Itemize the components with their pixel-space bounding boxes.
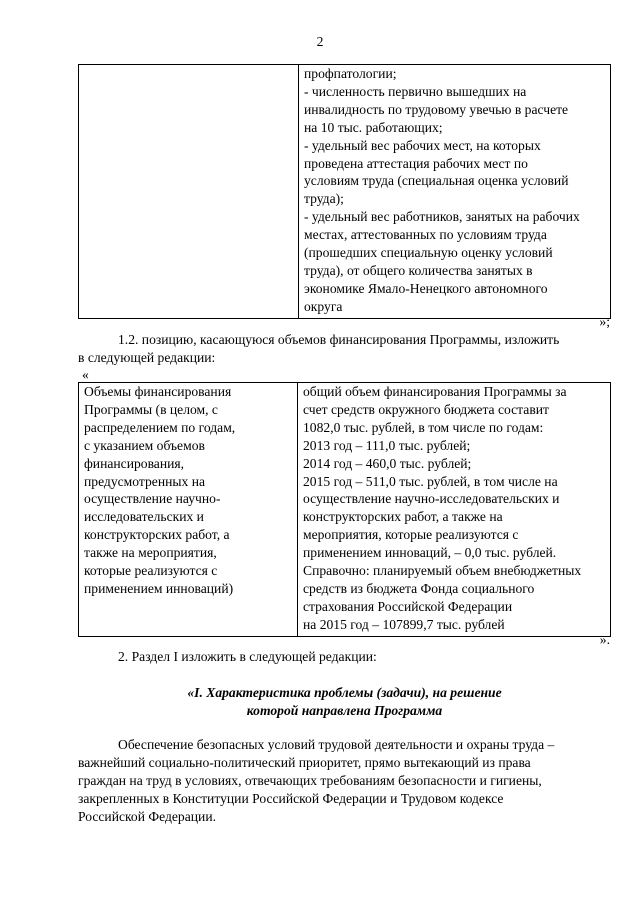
table-row bbox=[79, 383, 611, 637]
cell-line: труда); bbox=[304, 191, 344, 207]
cell-line: счет средств окружного бюджета составит bbox=[303, 401, 549, 417]
indicators-table bbox=[78, 64, 611, 319]
cell-line: предусмотренных на bbox=[84, 473, 206, 489]
heading-line: которой направлена Программа bbox=[246, 703, 443, 718]
table-row bbox=[79, 65, 611, 319]
cell-line: (прошедших специальную оценку условий bbox=[304, 245, 553, 261]
cell-line: также на мероприятия, bbox=[84, 545, 217, 561]
cell-line: - удельный вес рабочих мест, на которых bbox=[304, 137, 541, 153]
table-cell-left bbox=[79, 383, 298, 637]
cell-line: 2013 год – 111,0 тыс. рублей; bbox=[303, 437, 471, 453]
heading-line: «I. Характеристика проблемы (задачи), на решение bbox=[187, 685, 502, 700]
table-cell-left bbox=[79, 65, 299, 319]
table2-opening-quote: « bbox=[82, 367, 89, 382]
cell-line: страхования Российской Федерации bbox=[303, 598, 513, 614]
cell-line: которые реализуются с bbox=[84, 563, 218, 579]
cell-line: 2014 год – 460,0 тыс. рублей; bbox=[303, 455, 472, 471]
cell-line: проведена аттестация рабочих мест по bbox=[304, 155, 528, 171]
table1-closing-quote: »; bbox=[599, 314, 610, 329]
cell-line: - удельный вес работников, занятых на рабочих bbox=[304, 209, 580, 225]
paragraph-line: важнейший социально-политический приоритет, прямо вытекающий из права bbox=[78, 755, 531, 770]
cell-line: условиям труда (специальная оценка условий bbox=[304, 173, 569, 189]
cell-line: профпатологии; bbox=[304, 66, 397, 81]
cell-line: распределением по годам, bbox=[84, 419, 236, 435]
page-number: 2 bbox=[316, 34, 324, 49]
cell-line: Программы (в целом, с bbox=[84, 401, 218, 417]
cell-line: общий объем финансирования Программы за bbox=[303, 384, 567, 399]
cell-line: финансирования, bbox=[84, 455, 185, 471]
cell-line: конструкторских работ, а также на bbox=[303, 509, 503, 525]
cell-line: округа bbox=[304, 298, 343, 314]
cell-line: экономике Ямало-Ненецкого автономного bbox=[304, 280, 548, 296]
cell-line: Справочно: планируемый объем внебюджетных bbox=[303, 563, 582, 579]
cell-line: мероприятия, которые реализуются с bbox=[303, 527, 519, 543]
cell-line: средств из бюджета Фонда социального bbox=[303, 580, 535, 596]
body-paragraph-first-line bbox=[78, 736, 611, 754]
cell-line: - численность первично вышедших на bbox=[304, 83, 527, 99]
cell-line: осуществление научно- bbox=[84, 491, 221, 507]
table-cell-right bbox=[298, 383, 611, 637]
body-paragraph bbox=[78, 754, 611, 826]
cell-line: с указанием объемов bbox=[84, 437, 205, 453]
cell-line: на 10 тыс. работающих; bbox=[304, 119, 443, 135]
item-2-paragraph: 2. Раздел I изложить в следующей редакции: bbox=[118, 649, 377, 664]
paragraph-line: 1.2. позицию, касающуюся объемов финансирования Программы, изложить bbox=[118, 332, 560, 347]
paragraph-line: Обеспечение безопасных условий трудовой деятельности и охраны труда – bbox=[118, 737, 555, 752]
cell-line: на 2015 год – 107899,7 тыс. рублей bbox=[303, 616, 505, 632]
cell-line: осуществление научно-исследовательских и bbox=[303, 491, 560, 507]
cell-line: местах, аттестованных по условиям труда bbox=[304, 227, 547, 243]
cell-line: Объемы финансирования bbox=[84, 384, 232, 399]
section-heading bbox=[78, 684, 611, 720]
table2-closing-quote: ». bbox=[599, 632, 610, 647]
cell-line: труда), от общего количества занятых в bbox=[304, 262, 533, 278]
cell-line: инвалидность по трудовому увечью в расчете bbox=[304, 101, 569, 117]
item-1-2-paragraph-cont bbox=[78, 349, 611, 367]
cell-line: применением инноваций, – 0,0 тыс. рублей. bbox=[303, 545, 557, 561]
paragraph-line: в следующей редакции: bbox=[78, 350, 216, 365]
paragraph-line: закрепленных в Конституции Российской Федерации и Трудовом кодексе bbox=[78, 791, 504, 806]
paragraph-line: Российской Федерации. bbox=[78, 809, 216, 824]
cell-line: применением инноваций) bbox=[84, 580, 234, 596]
cell-line: 2015 год – 511,0 тыс. рублей, в том числе на bbox=[303, 473, 558, 489]
financing-table bbox=[78, 382, 611, 637]
cell-line: 1082,0 тыс. рублей, в том числе по годам: bbox=[303, 419, 544, 435]
cell-line: исследовательских и bbox=[84, 509, 204, 525]
table-cell-right bbox=[299, 65, 611, 319]
cell-line: конструкторских работ, а bbox=[84, 527, 230, 543]
paragraph-line: граждан на труд в условиях, отвечающих требованиям безопасности и гигиены, bbox=[78, 773, 542, 788]
item-1-2-paragraph bbox=[78, 331, 611, 349]
